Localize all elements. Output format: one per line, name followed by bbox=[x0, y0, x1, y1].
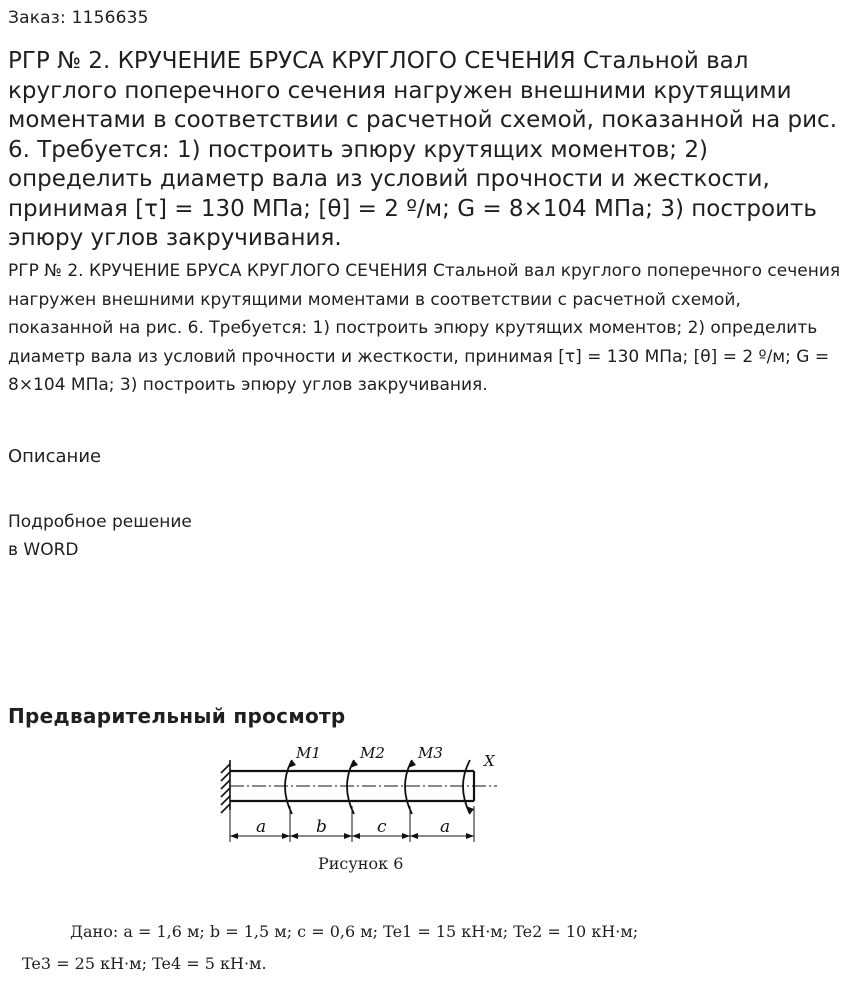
detail-solution bbox=[8, 508, 192, 564]
wall-support bbox=[221, 760, 230, 813]
segment-label-a2: a bbox=[440, 817, 451, 837]
shaft-diagram bbox=[212, 742, 512, 852]
moment-label-2: M2 bbox=[360, 744, 385, 762]
moment-label-1: M1 bbox=[296, 744, 321, 762]
dimension-lines bbox=[230, 806, 474, 842]
given-data: Дано: a = 1,6 м; b = 1,5 м; c = 0,6 м; Te1 = 15 кН·м; Te2 = 10 кН·м; Te3 = 25 кН·м; Te4 = 5 кН·м. bbox=[22, 922, 639, 973]
detail-line-2: в WORD bbox=[8, 540, 79, 560]
description-text: РГР № 2. КРУЧЕНИЕ БРУСА КРУГЛОГО СЕЧЕНИЯ Стальной вал круглого поперечного сечения нагружен внешними крутящими моментами в соответствии с расчетной схемой, показанной на рис. 6. Требуется: 1) построить эпюру крутящих моментов; 2) определить диаметр вала из условий прочности и жесткости, принимая [τ] = 130 МПа; [θ] = 2 º/м; G = 8×104 МПа; 3) построить эпюру углов закручивания. bbox=[8, 261, 841, 395]
section-description-label: Описание bbox=[8, 446, 102, 467]
detail-line-1: Подробное решение bbox=[8, 512, 192, 532]
preview-heading: Предварительный просмотр bbox=[8, 704, 346, 728]
page-title: РГР № 2. КРУЧЕНИЕ БРУСА КРУГЛОГО СЕЧЕНИЯ Стальной вал круглого поперечного сечения нагружен внешними крутящими моментами в соответствии с расчетной схемой, показанной на рис. 6. Требуется: 1) построить эпюру крутящих моментов; 2) определить диаметр вала из условий прочности и жесткости, принимая [τ] = 130 МПа; [θ] = 2 º/м; G = 8×104 МПа; 3) построить эпюру углов закручивания. bbox=[8, 48, 837, 251]
order-number: Заказ: 1156635 bbox=[8, 8, 149, 28]
moment-labels bbox=[295, 744, 496, 770]
moment-label-3: M3 bbox=[418, 744, 443, 762]
torque-arcs bbox=[285, 760, 470, 814]
shaft-body bbox=[230, 771, 497, 801]
segment-label-a1: a bbox=[256, 817, 267, 837]
segment-labels bbox=[256, 817, 450, 837]
segment-label-c: c bbox=[377, 817, 387, 837]
torque-arrows bbox=[288, 760, 474, 814]
figure-caption: Рисунок 6 bbox=[318, 854, 404, 873]
axis-label-x: X bbox=[484, 752, 495, 770]
segment-label-b: b bbox=[316, 817, 327, 837]
